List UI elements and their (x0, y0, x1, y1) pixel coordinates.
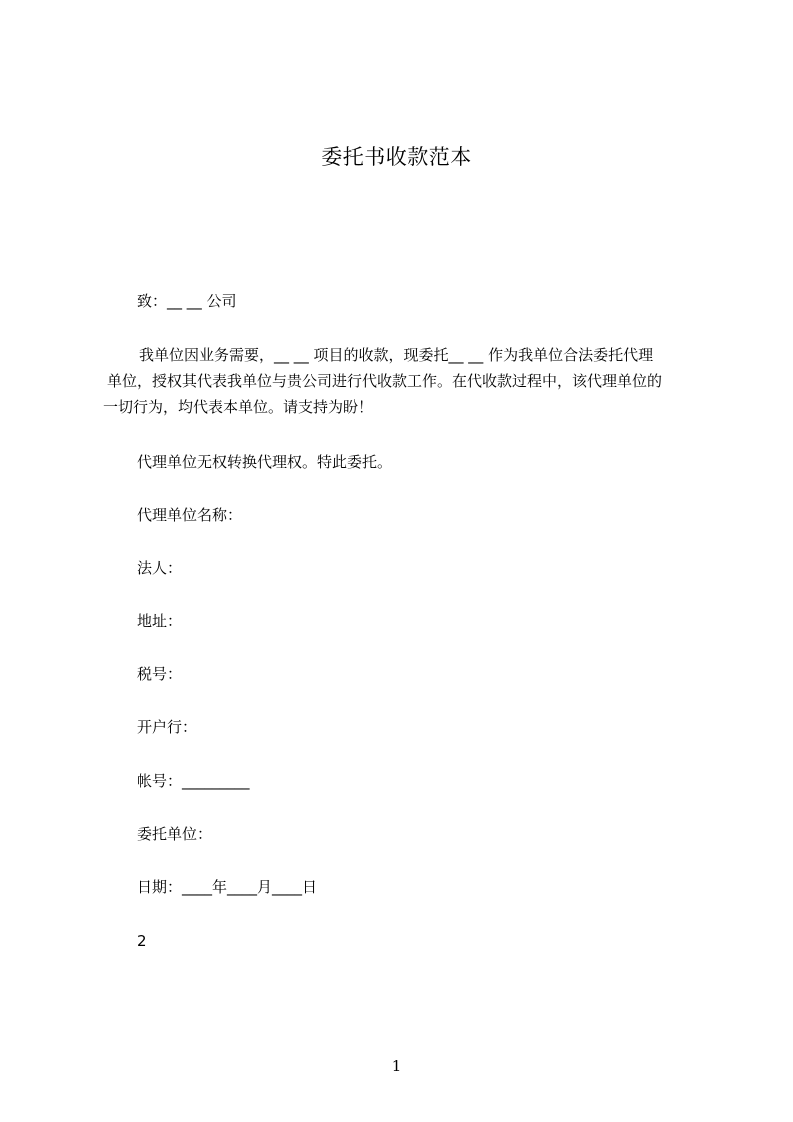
legal-person-field: 法人： (137, 559, 183, 577)
account-field: 帐号：_________ (137, 772, 250, 790)
salutation-line: 致：__ __ 公司 (137, 292, 237, 310)
trailing-number: 2 (137, 932, 147, 950)
statement-line: 代理单位无权转换代理权。特此委托。 (137, 453, 393, 471)
body-paragraph-line-3: 一切行为，均代表本单位。请支持为盼！ (103, 398, 374, 416)
agent-name-field: 代理单位名称： (137, 506, 243, 524)
page-number: 1 (391, 1057, 402, 1075)
tax-id-field: 税号： (137, 665, 183, 683)
body-paragraph-line-1: 我单位因业务需要，__ __ 项目的收款，现委托__ __ 作为我单位合法委托代理 (139, 346, 654, 364)
address-field: 地址： (137, 612, 183, 630)
entrusting-unit-field: 委托单位： (137, 825, 213, 843)
document-title: 委托书收款范本 (321, 145, 472, 169)
body-paragraph-line-2: 单位，授权其代表我单位与贵公司进行代收款工作。在代收款过程中，该代理单位的 (107, 372, 663, 390)
date-field: 日期：____年____月____日 (137, 878, 318, 896)
bank-field: 开户行： (137, 718, 198, 736)
